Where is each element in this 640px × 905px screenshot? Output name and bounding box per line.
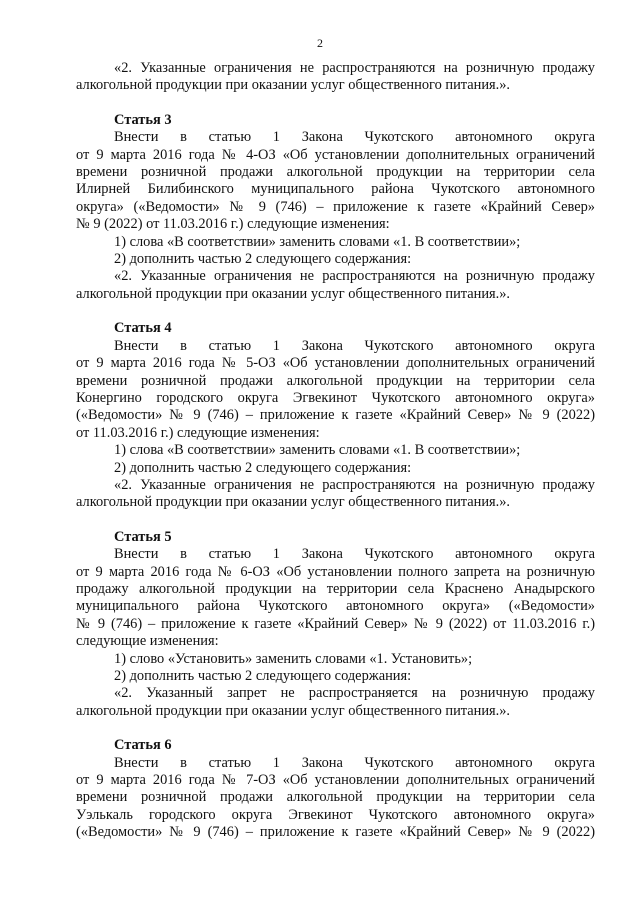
section-article-6 — [76, 720, 595, 841]
document-body — [76, 60, 595, 842]
text-line: алкогольной продукции при оказании услуг общественного питания.». — [76, 494, 511, 511]
text-line: алкогольной продукции при оказании услуг общественного питания.». — [76, 285, 511, 302]
text-line: времени розничной продажи алкогольной продукции на территории села — [76, 789, 595, 806]
text-line: алкогольной продукции при оказании услуг общественного питания.». — [76, 702, 511, 719]
text-line: № 9 (746) – приложение к газете «Крайний Север» № 9 (2022) от 11.03.2016 г.) — [76, 615, 595, 632]
text-line: «2. Указанные ограничения не распространяются на розничную продажу — [114, 268, 595, 285]
section-spacer — [76, 303, 595, 320]
text-line: Илирней Билибинского муниципального района Чукотского автономного — [76, 181, 595, 198]
text-line: алкогольной продукции при оказании услуг общественного питания.». — [76, 77, 511, 94]
text-line: 2) дополнить частью 2 следующего содержания: — [114, 251, 412, 268]
article-heading: Статья 5 — [114, 528, 172, 545]
text-line: 2) дополнить частью 2 следующего содержания: — [114, 459, 412, 476]
text-line: следующие изменения: — [76, 633, 219, 650]
text-line: 2) дополнить частью 2 следующего содержания: — [114, 668, 412, 684]
text-line: муниципального района Чукотского автономного округа» («Ведомости» — [76, 598, 595, 615]
section-article-5 — [76, 512, 595, 720]
text-line: времени розничной продажи алкогольной продукции на территории села — [76, 164, 595, 181]
article-heading: Статья 3 — [114, 111, 172, 128]
text-line: Внести в статью 1 Закона Чукотского автономного округа — [114, 546, 595, 563]
text-line: продажу алкогольной продукции на территории села Краснено Анадырского — [76, 580, 595, 597]
text-line: 1) слово «Установить» заменить словами «1. Установить»; — [114, 650, 473, 667]
text-line: от 9 марта 2016 года № 5-ОЗ «Об установлении дополнительных ограничений — [76, 355, 595, 372]
article-heading: Статья 4 — [114, 320, 172, 337]
section-spacer — [76, 720, 595, 737]
text-line: Конергино городского округа Эгвекинот Чукотского автономного округа» — [76, 389, 595, 406]
text-line: «2. Указанные ограничения не распространяются на розничную продажу — [114, 476, 595, 493]
page-number: 2 — [317, 36, 323, 50]
text-line: от 11.03.2016 г.) следующие изменения: — [76, 424, 320, 441]
text-line: от 9 марта 2016 года № 6-ОЗ «Об установлении полного запрета на розничную — [76, 563, 595, 580]
text-line: Внести в статью 1 Закона Чукотского автономного округа — [114, 337, 595, 354]
section-article-3 — [76, 95, 595, 303]
text-line: Внести в статью 1 Закона Чукотского автономного округа — [114, 754, 595, 771]
text-line: 1) слова «В соответствии» заменить словами «1. В соответствии»; — [114, 233, 521, 250]
text-line: времени розничной продажи алкогольной продукции на территории села — [76, 372, 595, 389]
section-intro — [76, 60, 595, 95]
section-article-4 — [76, 303, 595, 511]
section-spacer — [76, 512, 595, 529]
section-spacer — [76, 95, 595, 112]
text-line: от 9 марта 2016 года № 7-ОЗ «Об установлении дополнительных ограничений — [76, 772, 595, 789]
text-line: Уэлькаль городского округа Эгвекинот Чукотского автономного округа» — [76, 806, 595, 823]
text-line: «2. Указанные ограничения не распространяются на розничную продажу — [114, 60, 595, 76]
text-line: Внести в статью 1 Закона Чукотского автономного округа — [114, 129, 595, 146]
article-heading: Статья 6 — [114, 737, 172, 754]
text-line: № 9 (2022) от 11.03.2016 г.) следующие изменения: — [76, 216, 390, 233]
text-line: округа» («Ведомости» № 9 (746) – приложение к газете «Крайний Север» — [76, 198, 595, 215]
text-line: «2. Указанный запрет не распространяется на розничную продажу — [114, 685, 595, 702]
text-line: («Ведомости» № 9 (746) – приложение к газете «Крайний Север» № 9 (2022) — [76, 824, 595, 841]
text-line: 1) слова «В соответствии» заменить словами «1. В соответствии»; — [114, 442, 521, 459]
text-line: («Ведомости» № 9 (746) – приложение к газете «Крайний Север» № 9 (2022) — [76, 407, 595, 424]
text-line: от 9 марта 2016 года № 4-ОЗ «Об установлении дополнительных ограничений — [76, 146, 595, 163]
